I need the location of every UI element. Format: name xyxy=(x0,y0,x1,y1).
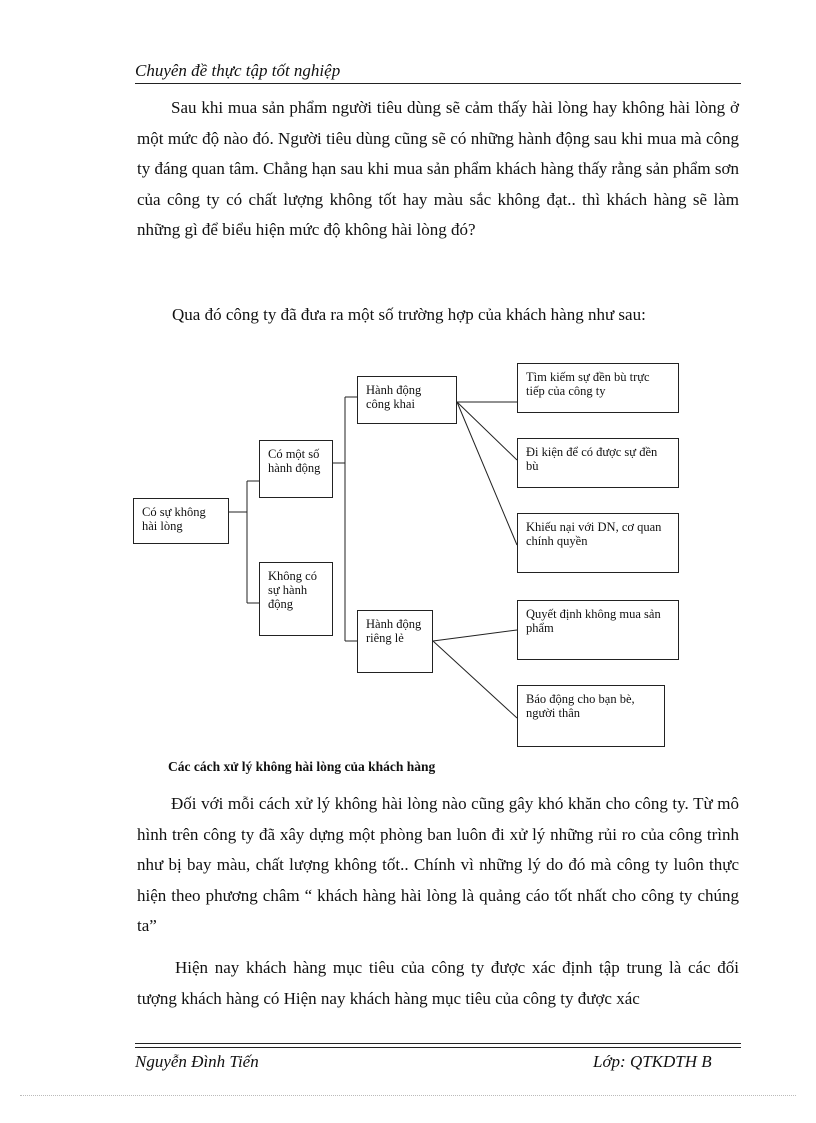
intro-line: Qua đó công ty đã đưa ra một số trường hợp của khách hàng như sau: xyxy=(172,305,646,324)
footer-rule-1 xyxy=(135,1043,741,1044)
node-private-action-label: Hành động riêng lẻ xyxy=(366,617,422,645)
node-private-action xyxy=(357,610,433,673)
node-public-action-label: Hành động công khai xyxy=(366,383,422,411)
node-warn-friends-label: Báo động cho bạn bè, người thân xyxy=(526,692,635,720)
node-sue xyxy=(517,438,679,488)
paragraph-3-text: Hiện nay khách hàng mục tiêu của công ty được xác định tập trung là các đối tượng khách hàng có Hiện nay khách hàng mục tiêu của công ty được xác xyxy=(137,958,739,1008)
node-seek-compensation-label: Tìm kiếm sự đền bù trực tiếp của công ty xyxy=(526,370,650,398)
node-no-action-label: Không có sự hành động xyxy=(268,569,317,611)
node-complain xyxy=(517,513,679,573)
node-public-action xyxy=(357,376,457,424)
node-dissatisfied xyxy=(133,498,229,544)
paragraph-2-text: Đối với mỗi cách xử lý không hài lòng nào cũng gây khó khăn cho công ty. Từ mô hình trên công ty đã xây dựng một phòng ban luôn đi xử lý những rủi ro của công trình như bị bay màu, chất lượng không tốt.. Chính vì những lý do đó mà công ty luôn thực hiện theo phương châm “ khách hàng hài lòng là quảng cáo tốt nhất cho công ty chúng ta” xyxy=(137,794,739,935)
node-warn-friends xyxy=(517,685,665,747)
paragraph-3 xyxy=(137,953,739,1014)
node-sue-label: Đi kiện để có được sự đền bù xyxy=(526,445,658,473)
page-bottom-dotted-edge xyxy=(20,1095,796,1096)
footer-rule-2 xyxy=(135,1047,741,1048)
node-no-action xyxy=(259,562,333,636)
node-dissatisfied-label: Có sự không hài lòng xyxy=(142,505,206,533)
diagram-caption: Các cách xử lý không hài lòng của khách hàng xyxy=(168,759,436,774)
node-some-action-label: Có một số hành động xyxy=(268,447,321,475)
node-some-action xyxy=(259,440,333,498)
footer-author: Nguyễn Đình Tiến xyxy=(135,1052,259,1071)
page-header-title: Chuyên đề thực tập tốt nghiệp xyxy=(135,61,341,80)
paragraph-2 xyxy=(137,789,739,942)
node-stop-buying-label: Quyết định không mua sản phẩm xyxy=(526,607,661,635)
node-seek-compensation xyxy=(517,363,679,413)
paragraph-1 xyxy=(137,93,739,246)
footer-class: Lớp: QTKDTH B xyxy=(593,1052,712,1071)
paragraph-1-text: Sau khi mua sản phẩm người tiêu dùng sẽ cảm thấy hài lòng hay không hài lòng ở một mức độ nào đó. Người tiêu dùng cũng sẽ có những hành động sau khi mua mà công ty đáng quan tâm. Chẳng hạn sau khi mua sản phẩm khách hàng thấy rằng sản phẩm sơn của công ty có chất lượng không tốt hay màu sắc không đạt.. thì khách hàng sẽ làm những gì để biểu hiện mức độ không hài lòng đó? xyxy=(137,98,739,239)
node-stop-buying xyxy=(517,600,679,660)
header-rule xyxy=(135,83,741,84)
node-complain-label: Khiếu nại với DN, cơ quan chính quyền xyxy=(526,520,662,548)
